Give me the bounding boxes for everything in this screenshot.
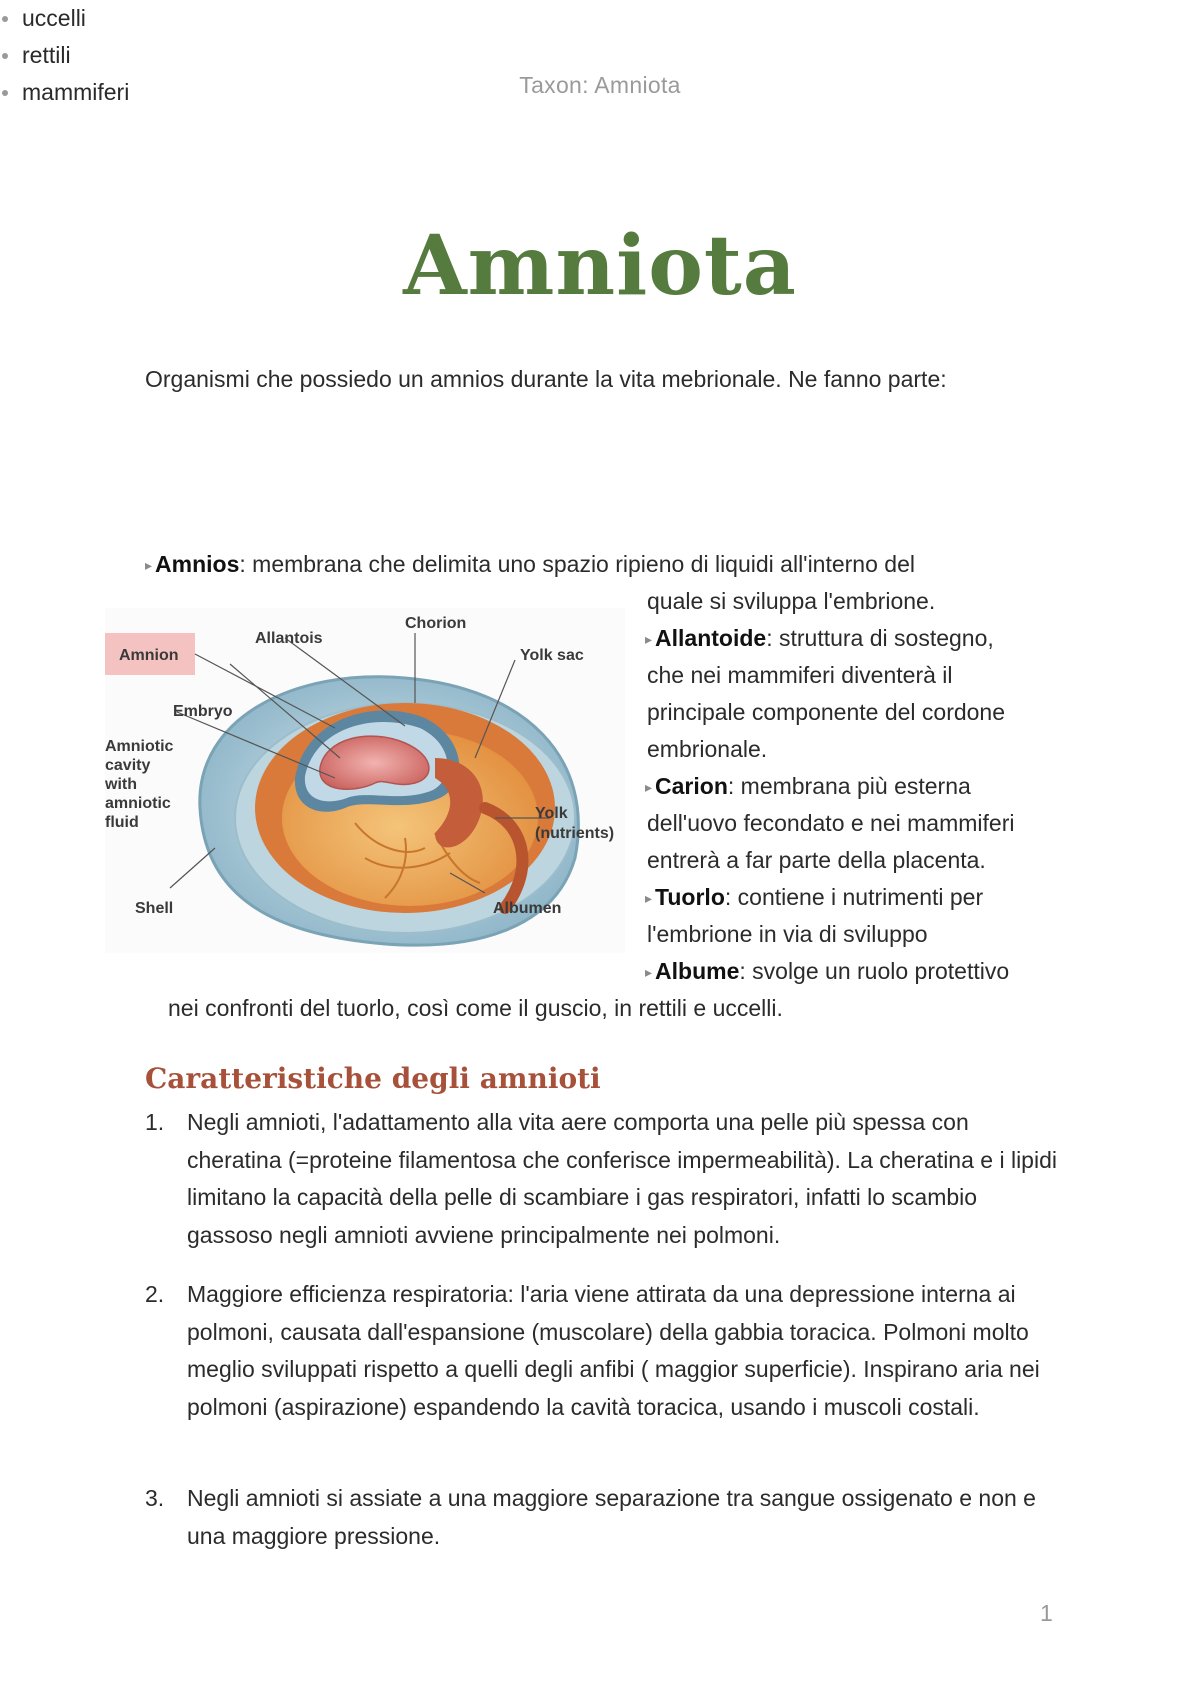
label-yolk-sac: Yolk sac (520, 647, 584, 664)
definition-text: : membrana che delimita uno spazio ripieno di liquidi all'interno del (239, 551, 915, 577)
definition-line: che nei mammiferi diventerà il (647, 662, 953, 688)
term-allantoide: Allantoide (655, 625, 767, 651)
bullet-list (0, 0, 600, 111)
label-allantois: Allantois (255, 630, 323, 647)
label-albumen: Albumen (493, 900, 562, 917)
definition-line: dell'uovo fecondato e nei mammiferi (647, 810, 1015, 836)
definition-text: : contiene i nutrimenti per (724, 884, 984, 910)
list-item (0, 74, 600, 111)
term-albume: Albume (655, 958, 740, 984)
definition-albume (645, 953, 1009, 991)
definition-line: embrionale. (647, 736, 768, 762)
definition-line: nei confronti del tuorlo, così come il guscio, in rettili e uccelli. (168, 995, 783, 1021)
numbered-item (145, 1276, 1065, 1426)
running-header: Taxon: Amniota (519, 72, 681, 98)
label-amniotic-cavity-5: fluid (105, 814, 139, 831)
label-amniotic-cavity-2: cavity (105, 757, 151, 774)
definition-amnios (145, 546, 915, 584)
bullet-icon (2, 90, 8, 96)
item-number: 2. (145, 1281, 165, 1307)
label-amniotic-cavity-3: with (105, 776, 137, 793)
definition-line: entrerà a far parte della placenta. (647, 847, 986, 873)
item-text: Negli amnioti, l'adattamento alla vita aere comporta una pelle più spessa con cheratina (=proteine filamentosa che conferisce impermeabilità). La cheratina e i lipidi limitano la capacità della pelle di scambiare i gas respiratori, infatti lo scambio gassoso negli amnioti avviene principalmente nei polmoni. (187, 1109, 1057, 1248)
triangle-right-icon: ▸ (645, 779, 653, 795)
intro-paragraph: Organismi che possiedo un amnios durante la vita mebrionale. Ne fanno parte: (145, 366, 947, 392)
definition-carion (645, 768, 971, 806)
item-number: 1. (145, 1109, 165, 1135)
label-amniotic-cavity-1: Amniotic (105, 738, 174, 755)
bullet-icon (2, 16, 8, 22)
label-yolk-nutrients: (nutrients) (535, 825, 615, 842)
triangle-right-icon: ▸ (645, 890, 653, 906)
list-item-text: uccelli (22, 5, 86, 31)
numbered-item (145, 1480, 1065, 1555)
list-item-text: rettili (22, 42, 71, 68)
page-number: 1 (1040, 1600, 1053, 1626)
term-tuorlo: Tuorlo (655, 884, 725, 910)
list-item (0, 37, 600, 74)
definition-text: : membrana più esterna (727, 773, 971, 799)
definition-tuorlo (645, 879, 983, 917)
label-embryo: Embryo (173, 703, 233, 720)
triangle-right-icon: ▸ (145, 557, 153, 573)
item-number: 3. (145, 1485, 165, 1511)
definition-line: principale componente del cordone (647, 699, 1006, 725)
page-title: Amniota (403, 218, 797, 314)
term-amnios: Amnios (155, 551, 240, 577)
definition-text: : struttura di sostegno, (766, 625, 994, 651)
numbered-item (145, 1104, 1065, 1254)
section-title: Caratteristiche degli amnioti (145, 1062, 601, 1095)
term-carion: Carion (655, 773, 728, 799)
amniotic-egg-diagram (105, 608, 625, 953)
definition-line: l'embrione in via di sviluppo (647, 921, 928, 947)
triangle-right-icon: ▸ (645, 964, 653, 980)
label-chorion: Chorion (405, 615, 467, 632)
list-item (0, 0, 600, 37)
definition-line: quale si sviluppa l'embrione. (647, 588, 936, 614)
triangle-right-icon: ▸ (645, 631, 653, 647)
label-yolk: Yolk (535, 805, 568, 822)
item-text: Maggiore efficienza respiratoria: l'aria viene attirata da una depressione interna ai polmoni, causata dall'espansione (muscolare) della gabbia toracica. Polmoni molto meglio sviluppati rispetto a quelli degli anfibi ( maggior superficie). Inspirano aria nei polmoni (aspirazione) espandendo la cavità toracica, usando i muscoli costali. (187, 1281, 1040, 1420)
definition-text: : svolge un ruolo protettivo (739, 958, 1010, 984)
bullet-icon (2, 53, 8, 59)
label-amnion: Amnion (119, 647, 179, 664)
item-text: Negli amnioti si assiate a una maggiore separazione tra sangue ossigenato e non e una maggiore pressione. (187, 1485, 1036, 1549)
list-item-text: mammiferi (22, 79, 130, 105)
label-shell: Shell (135, 900, 174, 917)
label-amniotic-cavity-4: amniotic (105, 795, 171, 812)
definition-allantoide (645, 620, 994, 658)
